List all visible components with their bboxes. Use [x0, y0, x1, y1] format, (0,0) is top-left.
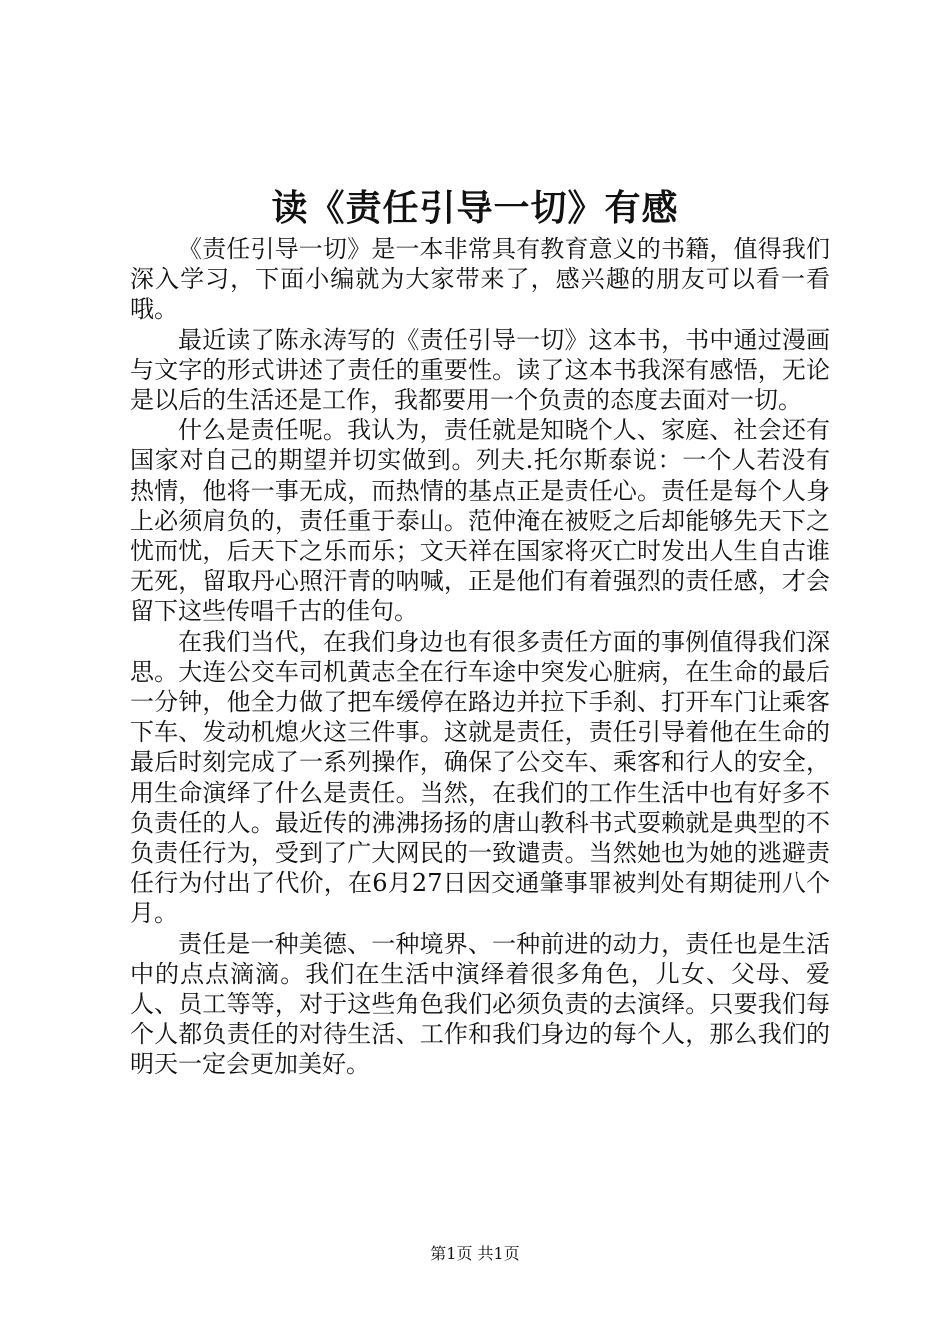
document-title: 读《责任引导一切》有感 — [271, 187, 679, 229]
page-footer: 第1页 共1页 — [430, 1244, 520, 1263]
document-body — [130, 234, 830, 1080]
paragraph-1: 《责任引导一切》是一本非常具有教育意义的书籍，值得我们深入学习，下面小编就为大家带来了，感兴趣的朋友可以看一看哦。 — [130, 235, 830, 324]
paragraph-2: 最近读了陈永涛写的《责任引导一切》这本书，书中通过漫画与文字的形式讲述了责任的重要性。读了这本书我深有感悟，无论是以后的生活还是工作，我都要用一个负责的态度去面对一切。 — [130, 325, 830, 415]
paragraph-4: 在我们当代，在我们身边也有很多责任方面的事例值得我们深思。大连公交车司机黄志全在行车途中突发心脏病，在生命的最后一分钟，他全力做了把车缓停在路边并拉下手刹、打开车门让乘客下车、发动机熄火这三件事。这就是责任，责任引导着他在生命的最后时刻完成了一系列操作，确保了公交车、乘客和行人的安全，用生命演绎了什么是责任。当然，在我们的工作生活中也有好多不负责任的人。最近传的沸沸扬扬的唐山教科书式耍赖就是典型的不负责任行为，受到了广大网民的一致谴责。当然她也为她的逃避责任行为付出了代价，在6月27日因交通肇事罪被判处有期徒刑八个月。 — [130, 627, 830, 928]
paragraph-3: 什么是责任呢。我认为，责任就是知晓个人、家庭、社会还有国家对自己的期望并切实做到。列夫.托尔斯泰说：一个人若没有热情，他将一事无成，而热情的基点正是责任心。责任是每个人身上必须肩负的，责任重于泰山。范仲淹在被贬之后却能够先天下之忧而忧，后天下之乐而乐；文天祥在国家将灭亡时发出人生自古谁无死，留取丹心照汗青的呐喊，正是他们有着强烈的责任感，才会留下这些传唱千古的佳句。 — [130, 416, 830, 626]
paragraph-5: 责任是一种美德、一种境界、一种前进的动力，责任也是生活中的点点滴滴。我们在生活中演绎着很多角色，儿女、父母、爱人、员工等等，对于这些角色我们必须负责的去演绎。只要我们每个人都负责任的对待生活、工作和我们身边的每个人，那么我们的明天一定会更加美好。 — [130, 929, 830, 1079]
